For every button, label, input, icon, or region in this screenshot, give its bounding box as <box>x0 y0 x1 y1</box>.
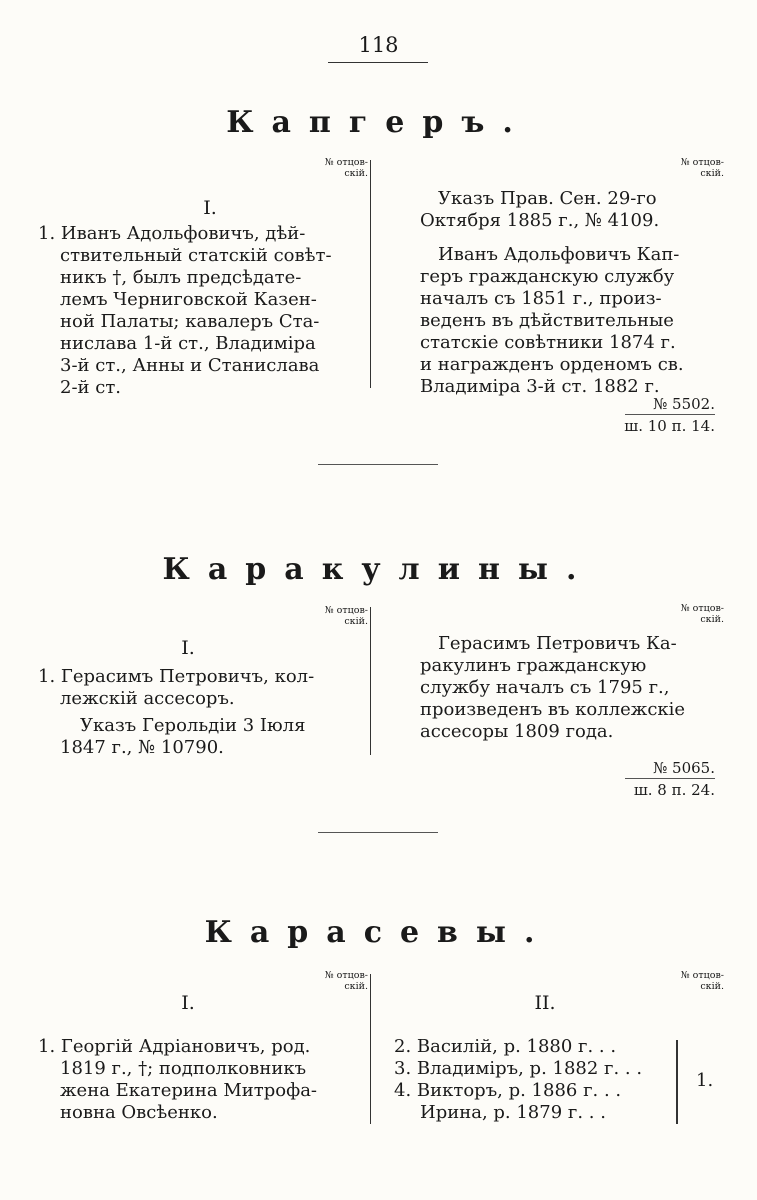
text-line: Октября 1885 г., № 4109. <box>420 210 660 231</box>
text-line: геръ гражданскую службу <box>420 266 675 287</box>
text-line: Иванъ Адольфовичъ Кап- <box>438 244 680 265</box>
text-line: никъ †, былъ предсѣдате- <box>60 267 302 288</box>
text-line: 1847 г., № 10790. <box>60 737 224 758</box>
text-line: ной Палаты; кавалеръ Ста- <box>60 311 320 332</box>
text-line: новна Овсѣенко. <box>60 1102 218 1123</box>
otsov-label-right-2: № отцов- скій. <box>680 603 724 625</box>
page-number: 118 <box>358 33 399 57</box>
text-line: жена Екатерина Митрофа- <box>60 1080 318 1101</box>
text-line: нислава 1-й ст., Владиміра <box>60 333 316 354</box>
text-line: лежскій ассесоръ. <box>60 688 235 709</box>
generation-roman-3-right: II. <box>534 992 556 1014</box>
text-line: статскіе совѣтники 1874 г. <box>420 332 676 353</box>
text-line: службу началъ съ 1795 г., <box>420 677 670 698</box>
page-number-rule <box>328 62 428 63</box>
surname-title-karasevy: Карасевы. <box>204 915 553 950</box>
generation-roman-3-left: I. <box>181 992 195 1014</box>
child-entry: 3. Владиміръ, р. 1882 г. . . <box>394 1058 643 1079</box>
archive-number-1: № 5502. <box>653 395 715 413</box>
text-line: 1. Георгій Адріановичъ, род. <box>38 1036 311 1057</box>
text-line: веденъ въ дѣйствительные <box>420 310 674 331</box>
text-line: 1. Иванъ Адольфовичъ, дѣй- <box>38 223 306 244</box>
generation-roman-2: I. <box>181 637 195 659</box>
text-line: лемъ Черниговской Казен- <box>60 289 317 310</box>
service-record-right-2 <box>420 633 685 743</box>
child-entry: Ирина, р. 1879 г. . . <box>420 1102 606 1123</box>
otsov-label-right-1: № отцов- скій. <box>680 157 724 179</box>
text-line: произведенъ въ коллежскіе <box>420 699 686 720</box>
otsov-label-left-1: № отцов- скій. <box>324 157 368 179</box>
text-line: Герасимъ Петровичъ Ка- <box>438 633 677 654</box>
parent-reference: 1. <box>696 1070 714 1091</box>
text-line: Указъ Прав. Сен. 29-го <box>438 188 657 209</box>
shelf-rule-2 <box>625 778 715 779</box>
archive-shelf-1: ш. 10 п. 14. <box>624 417 715 435</box>
column-divider-2 <box>370 607 371 755</box>
decree-left-2 <box>38 715 305 759</box>
service-record-right-1 <box>420 244 684 398</box>
text-line: Указъ Герольдіи 3 Іюля <box>80 715 306 736</box>
decree-right-1 <box>420 188 659 232</box>
shelf-rule-1 <box>625 414 715 415</box>
otsov-label-left-3: № отцов- скій. <box>324 970 368 992</box>
section-separator-2 <box>318 832 438 833</box>
genealogy-entry-left-3 <box>38 1036 317 1124</box>
section-separator-1 <box>318 464 438 465</box>
text-line: и награжденъ орденомъ св. <box>420 354 684 375</box>
otsov-label-right-3: № отцов- скій. <box>680 970 724 992</box>
text-line: 1. Герасимъ Петровичъ, кол- <box>38 666 315 687</box>
generation-roman-1: I. <box>203 197 217 219</box>
column-divider-1 <box>370 160 371 388</box>
text-line: 3-й ст., Анны и Станислава <box>60 355 320 376</box>
child-entry: 2. Василій, р. 1880 г. . . <box>394 1036 617 1057</box>
archive-number-2: № 5065. <box>653 759 715 777</box>
text-line: началъ съ 1851 г., произ- <box>420 288 662 309</box>
archive-shelf-2: ш. 8 п. 24. <box>633 781 715 799</box>
text-line: ассесоры 1809 года. <box>420 721 614 742</box>
children-bracket <box>676 1040 678 1124</box>
text-line: 2-й ст. <box>60 377 122 398</box>
surname-title-karakuliny: Каракулины. <box>162 552 595 587</box>
column-divider-3 <box>370 974 371 1124</box>
text-line: 1819 г., †; подполковникъ <box>60 1058 307 1079</box>
genealogy-entry-left-1 <box>38 223 332 399</box>
text-line: Владиміра 3-й ст. 1882 г. <box>420 376 660 397</box>
child-entry: 4. Викторъ, р. 1886 г. . . <box>394 1080 622 1101</box>
otsov-label-left-2: № отцов- скій. <box>324 605 368 627</box>
children-list <box>394 1036 672 1124</box>
surname-title-kapger: Капгеръ. <box>226 105 531 140</box>
text-line: ракулинъ гражданскую <box>420 655 647 676</box>
genealogy-entry-left-2 <box>38 666 314 710</box>
text-line: ствительный статскій совѣт- <box>60 245 332 266</box>
